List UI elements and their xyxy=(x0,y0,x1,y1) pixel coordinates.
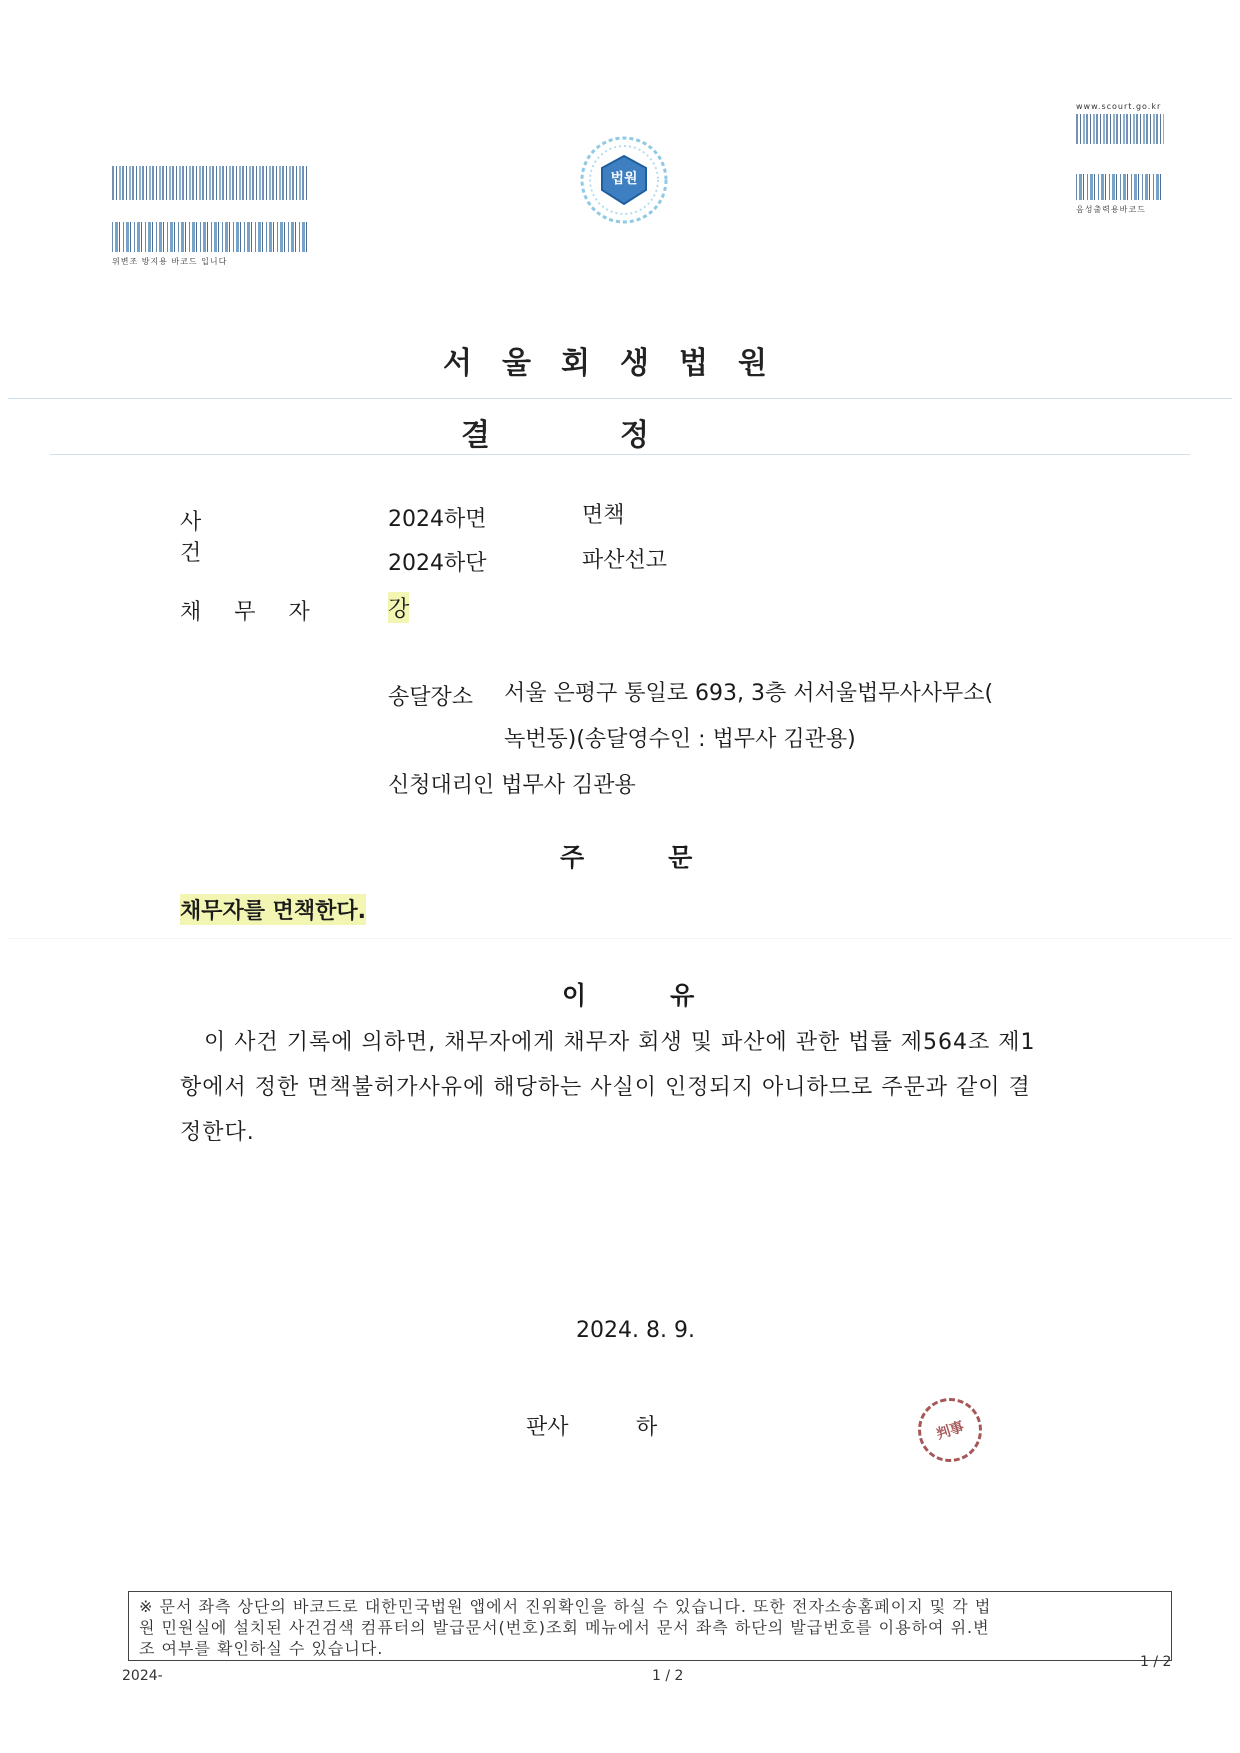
verification-barcode-top xyxy=(112,166,308,200)
service-address-line1: 서울 은평구 통일로 693, 3층 서서울법무사사무소( xyxy=(504,681,994,706)
debtor-label: 채무자 xyxy=(180,600,343,625)
document-title: 결정 xyxy=(461,418,779,453)
court-name: 서울회생법원 xyxy=(443,346,797,381)
emblem-label: 법원 xyxy=(610,171,638,187)
court-url: www.scourt.go.kr xyxy=(1076,102,1162,111)
page-number-right: 1 / 2 xyxy=(1140,1654,1172,1670)
title-rule xyxy=(50,454,1190,455)
voice-barcode-bottom xyxy=(1076,174,1164,200)
order-title: 주문 xyxy=(560,843,777,872)
case-type-1: 면책 xyxy=(582,503,625,528)
reason-line-3: 정한다. xyxy=(180,1120,255,1145)
reason-title: 이유 xyxy=(562,981,779,1010)
voice-barcode-top xyxy=(1076,114,1164,144)
judge-seal: 判事 xyxy=(910,1390,991,1471)
notice-line-2: 원 민원실에 설치된 사건검색 컴퓨터의 발급문서(번호)조회 메뉴에서 문서 좌측 하단의 발급번호를 이용하여 위.변 xyxy=(139,1618,990,1637)
judge-title: 판사 xyxy=(526,1415,569,1440)
page-number-center: 1 / 2 xyxy=(652,1668,684,1684)
applicant-agent: 신청대리인 법무사 김관용 xyxy=(388,773,636,798)
decision-date: 2024. 8. 9. xyxy=(576,1318,695,1343)
case-type-2: 파산선고 xyxy=(582,548,668,573)
court-name-rule xyxy=(8,398,1232,399)
case-label: 사건 xyxy=(180,510,250,566)
order-rule xyxy=(8,938,1232,939)
verification-barcode-caption: 위변조 방지용 바코드 입니다 xyxy=(112,257,228,266)
debtor-name: 강 xyxy=(388,592,409,623)
reason-line-2: 항에서 정한 면책불허가사유에 해당하는 사실이 인정되지 아니하므로 주문과 같이 결 xyxy=(180,1075,1031,1100)
notice-line-3: 조 여부를 확인하실 수 있습니다. xyxy=(139,1639,384,1658)
case-number-2: 2024하단 xyxy=(388,551,487,576)
service-address-line2: 녹번동)(송달영수인 : 법무사 김관용) xyxy=(504,727,856,752)
court-emblem xyxy=(574,128,674,234)
voice-barcode-caption: 음성출력용바코드 xyxy=(1076,205,1146,214)
case-number-1: 2024하면 xyxy=(388,507,487,532)
verification-barcode-bottom xyxy=(112,222,308,252)
order-text: 채무자를 면책한다. xyxy=(180,894,366,925)
judge-name: 하 xyxy=(636,1415,658,1440)
reason-line-1: 이 사건 기록에 의하면, 채무자에게 채무자 회생 및 파산에 관한 법률 제564조 제1 xyxy=(204,1030,1036,1055)
issue-number: 2024- xyxy=(122,1668,163,1684)
service-label: 송달장소 xyxy=(388,685,474,710)
verification-notice xyxy=(128,1591,1172,1661)
notice-line-1: ※ 문서 좌측 상단의 바코드로 대한민국법원 앱에서 진위확인을 하실 수 있습니다. 또한 전자소송홈페이지 및 각 법 xyxy=(139,1597,992,1616)
